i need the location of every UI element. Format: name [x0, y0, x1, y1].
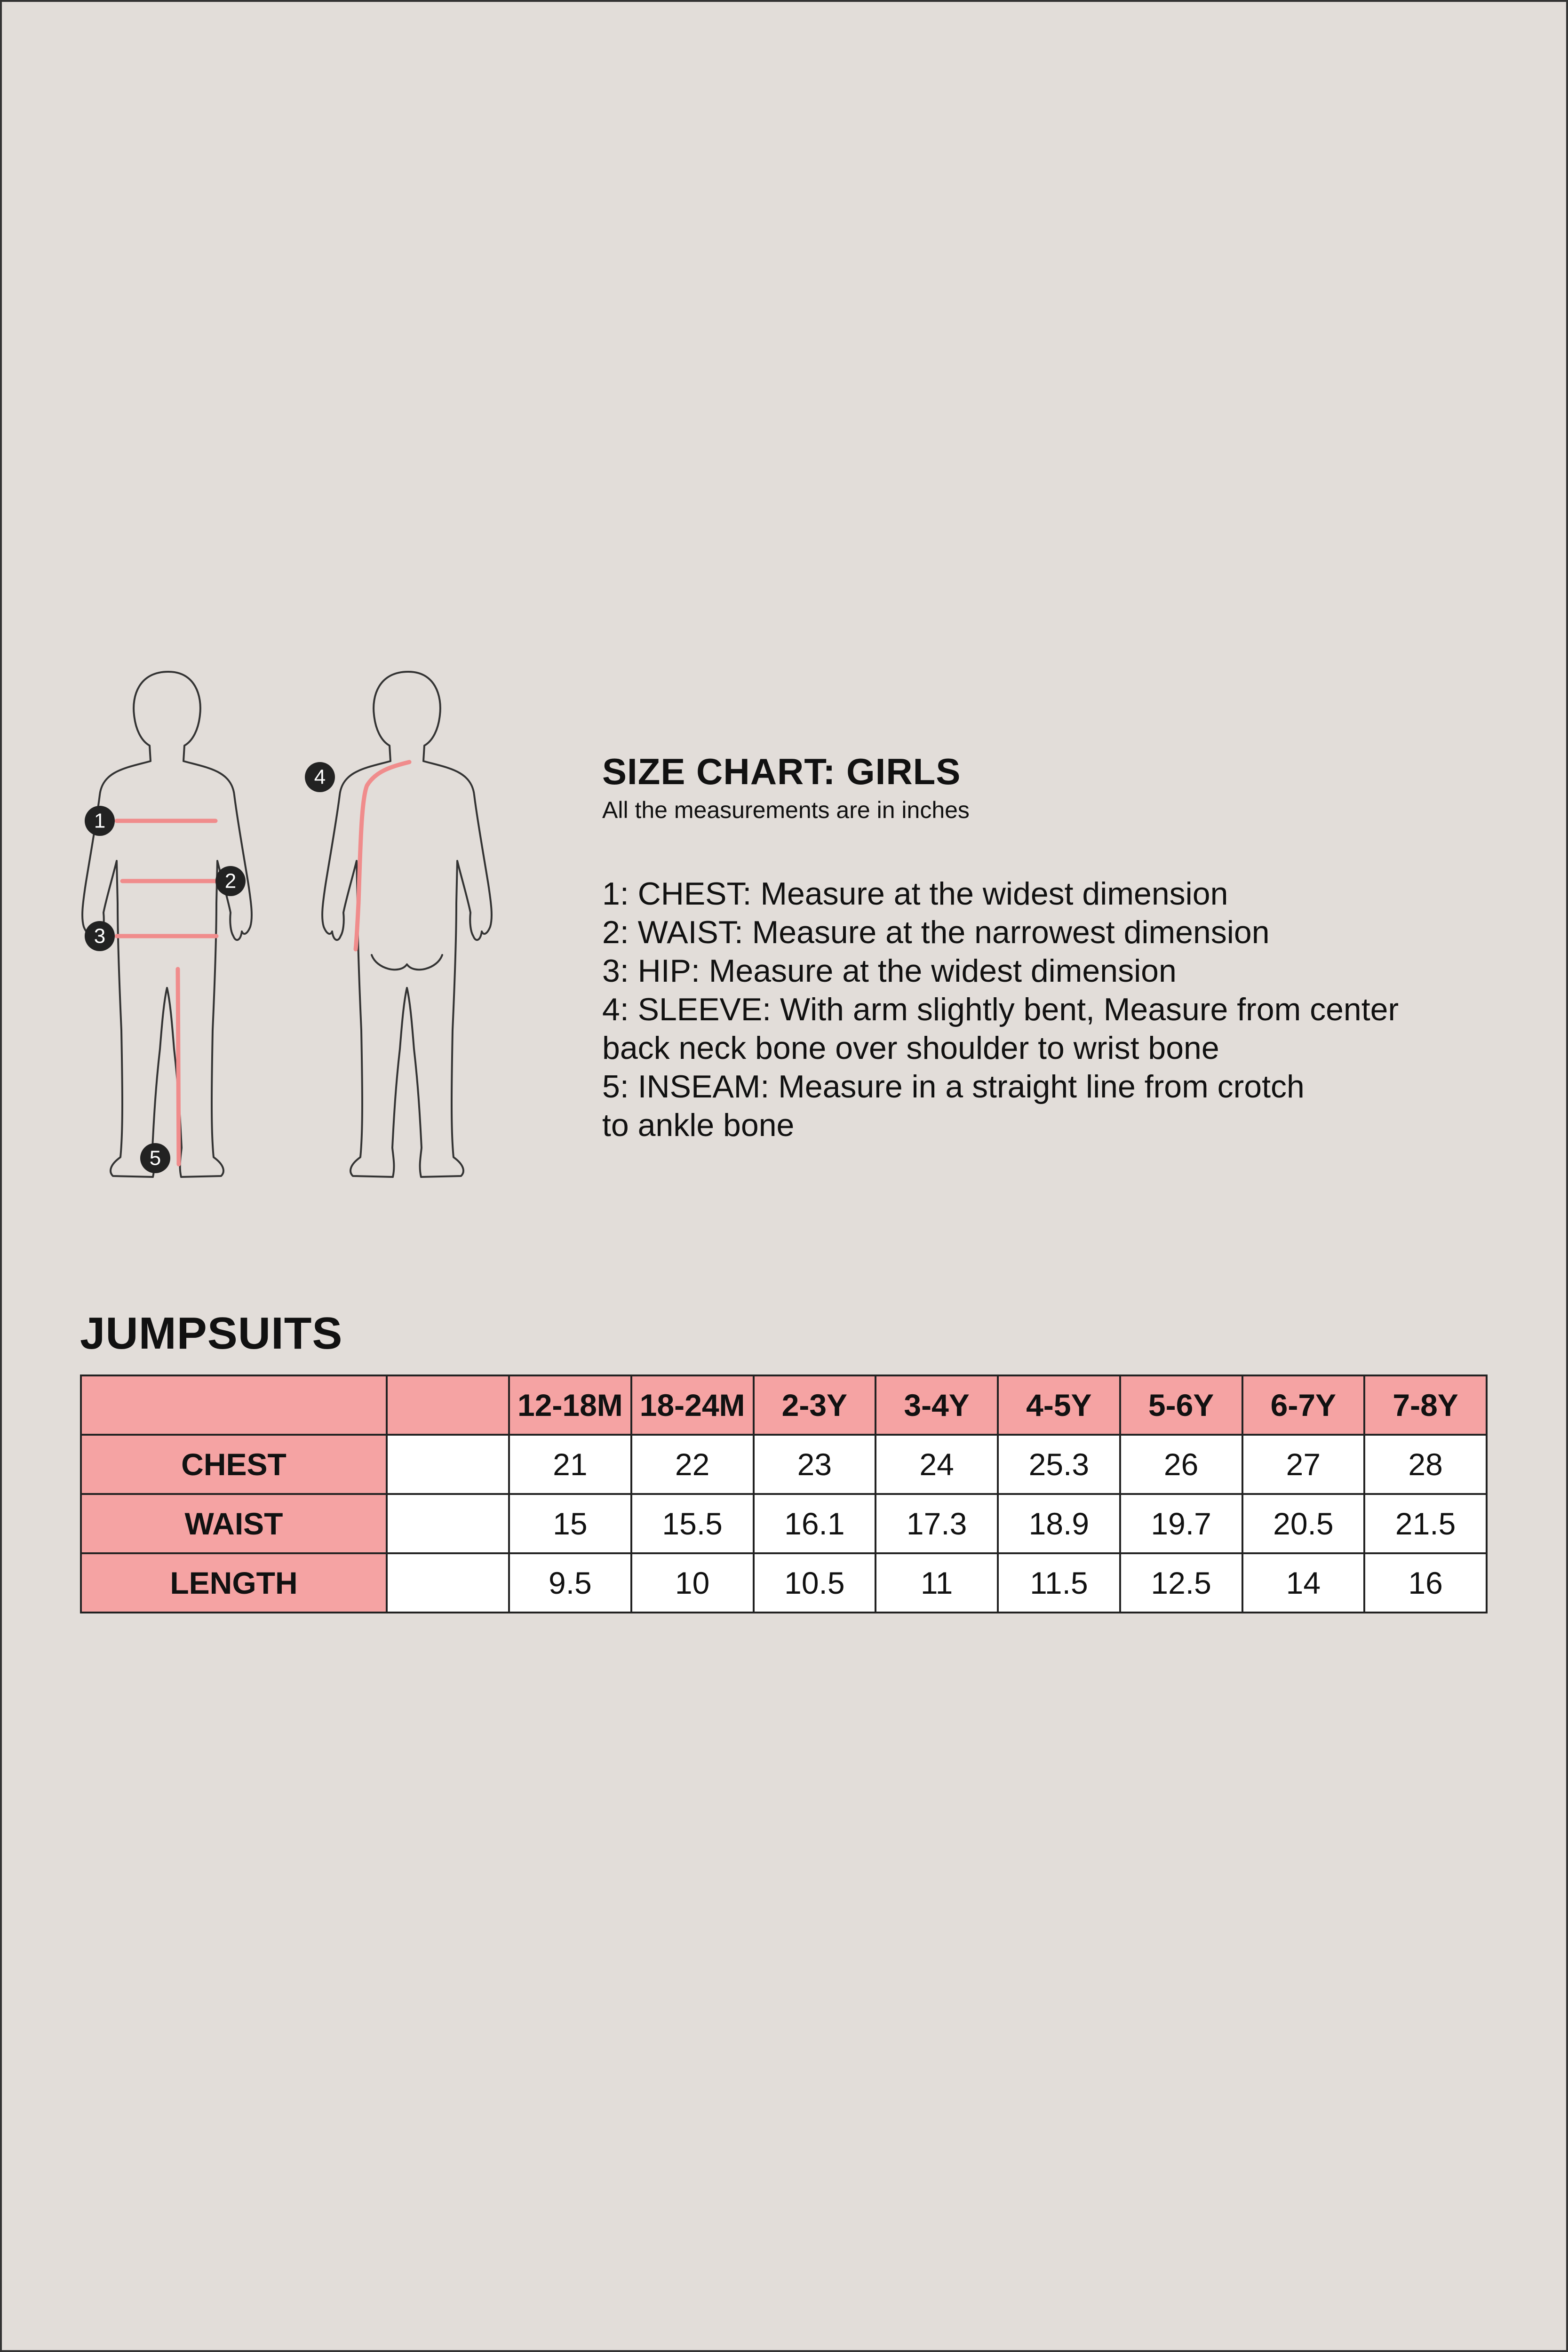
- table-cell: 26: [1120, 1435, 1242, 1494]
- svg-text:4: 4: [314, 765, 326, 789]
- table-cell: 22: [631, 1435, 754, 1494]
- table-corner-cell: [81, 1375, 387, 1435]
- size-header: 3-4Y: [876, 1375, 998, 1435]
- marker-3: [85, 921, 115, 951]
- table-cell: 11.5: [998, 1553, 1120, 1613]
- size-header: 12-18M: [509, 1375, 631, 1435]
- blank-cell: [387, 1494, 509, 1553]
- legend-item: 2: WAIST: Measure at the narrowest dimension: [602, 914, 1270, 950]
- body-diagram: [71, 659, 541, 1200]
- inseam-line: [178, 969, 179, 1164]
- units-subtitle: All the measurements are in inches: [602, 797, 970, 823]
- table-header-row: [81, 1375, 1487, 1435]
- legend-item: 1: CHEST: Measure at the widest dimension: [602, 876, 1228, 912]
- size-header: 5-6Y: [1120, 1375, 1242, 1435]
- table-cell: 19.7: [1120, 1494, 1242, 1553]
- table-cell: 23: [754, 1435, 876, 1494]
- body-figures-illustration: [71, 659, 541, 1200]
- marker-5: [140, 1143, 170, 1173]
- size-table: [80, 1375, 1488, 1613]
- size-header: 2-3Y: [754, 1375, 876, 1435]
- row-label-length: LENGTH: [81, 1553, 387, 1613]
- table-cell: 12.5: [1120, 1553, 1242, 1613]
- table-cell: 16.1: [754, 1494, 876, 1553]
- table-cell: 25.3: [998, 1435, 1120, 1494]
- marker-4: [305, 762, 335, 792]
- sleeve-line: [356, 762, 409, 949]
- size-header: 7-8Y: [1364, 1375, 1487, 1435]
- svg-text:1: 1: [94, 809, 106, 833]
- legend-item: back neck bone over shoulder to wrist bone: [602, 1030, 1219, 1066]
- back-figure-outline: [322, 672, 492, 1177]
- table-blank-header-cell: [387, 1375, 509, 1435]
- table-cell: 21.5: [1364, 1494, 1487, 1553]
- table-cell: 14: [1242, 1553, 1365, 1613]
- size-header: 4-5Y: [998, 1375, 1120, 1435]
- table-cell: 17.3: [876, 1494, 998, 1553]
- measurement-legend: [602, 874, 1524, 1144]
- table-cell: 16: [1364, 1553, 1487, 1613]
- table-cell: 21: [509, 1435, 631, 1494]
- table-cell: 15.5: [631, 1494, 754, 1553]
- size-header: 6-7Y: [1242, 1375, 1365, 1435]
- table-cell: 15: [509, 1494, 631, 1553]
- size-header: 18-24M: [631, 1375, 754, 1435]
- table-cell: 11: [876, 1553, 998, 1613]
- legend-item: 3: HIP: Measure at the widest dimension: [602, 953, 1177, 989]
- svg-text:2: 2: [224, 869, 237, 893]
- legend-item: 4: SLEEVE: With arm slightly bent, Measure from center: [602, 992, 1399, 1027]
- table-cell: 18.9: [998, 1494, 1120, 1553]
- blank-cell: [387, 1435, 509, 1494]
- row-label-chest: CHEST: [81, 1435, 387, 1494]
- page-title: SIZE CHART: GIRLS: [602, 751, 961, 792]
- marker-1: [85, 806, 115, 836]
- legend-item: to ankle bone: [602, 1107, 795, 1143]
- size-chart-info: [602, 748, 1524, 1144]
- table-cell: 24: [876, 1435, 998, 1494]
- row-label-waist: WAIST: [81, 1494, 387, 1553]
- table-cell: 27: [1242, 1435, 1365, 1494]
- section-title-jumpsuits: JUMPSUITS: [80, 1308, 343, 1359]
- measurement-lines: [117, 762, 409, 1164]
- legend-item: 5: INSEAM: Measure in a straight line from crotch: [602, 1069, 1305, 1104]
- table-cell: 9.5: [509, 1553, 631, 1613]
- table-row: [81, 1553, 1487, 1613]
- svg-text:3: 3: [94, 924, 106, 948]
- table-cell: 28: [1364, 1435, 1487, 1494]
- svg-text:5: 5: [149, 1146, 161, 1170]
- table-row: [81, 1435, 1487, 1494]
- table-row: [81, 1494, 1487, 1553]
- table-cell: 20.5: [1242, 1494, 1365, 1553]
- table-cell: 10.5: [754, 1553, 876, 1613]
- blank-cell: [387, 1553, 509, 1613]
- table-cell: 10: [631, 1553, 754, 1613]
- marker-2: [215, 866, 246, 896]
